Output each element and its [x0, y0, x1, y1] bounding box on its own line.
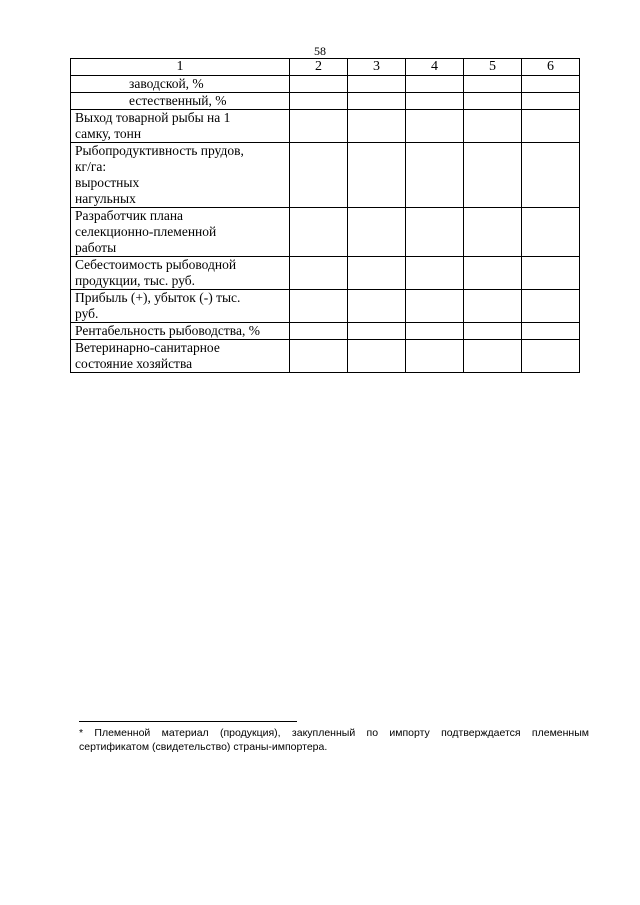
table-row	[71, 340, 580, 373]
page-number: 58	[314, 44, 326, 58]
row-label-cell	[71, 143, 290, 208]
column-header: 2	[290, 59, 348, 76]
empty-value-cell	[464, 257, 522, 290]
empty-value-cell	[464, 208, 522, 257]
empty-value-cell	[290, 93, 348, 110]
empty-value-cell	[290, 143, 348, 208]
row-label-line: Ветеринарно-санитарное	[75, 340, 220, 355]
empty-value-cell	[290, 208, 348, 257]
row-label-cell	[71, 323, 290, 340]
row-label-cell	[71, 76, 290, 93]
empty-value-cell	[522, 340, 580, 373]
row-label-line: Разработчик плана	[75, 208, 184, 223]
column-header: 5	[464, 59, 522, 76]
row-label-cell	[71, 290, 290, 323]
row-label-line: выростных	[75, 175, 140, 190]
empty-value-cell	[464, 323, 522, 340]
empty-value-cell	[406, 110, 464, 143]
row-label-line: состояние хозяйства	[75, 356, 193, 371]
empty-value-cell	[290, 340, 348, 373]
data-table	[70, 58, 580, 373]
row-label-cell	[71, 340, 290, 373]
empty-value-cell	[522, 257, 580, 290]
empty-value-cell	[522, 93, 580, 110]
empty-value-cell	[348, 290, 406, 323]
empty-value-cell	[348, 110, 406, 143]
empty-value-cell	[406, 93, 464, 110]
empty-value-cell	[348, 257, 406, 290]
table-row	[71, 323, 580, 340]
row-label-line: Рыбопродуктивность прудов,	[75, 143, 244, 158]
empty-value-cell	[522, 323, 580, 340]
column-header: 4	[406, 59, 464, 76]
row-label-line: Себестоимость рыбоводной	[75, 257, 237, 272]
empty-value-cell	[522, 290, 580, 323]
empty-value-cell	[464, 110, 522, 143]
empty-value-cell	[464, 290, 522, 323]
column-header: 1	[71, 59, 290, 76]
header-row	[71, 59, 580, 76]
empty-value-cell	[406, 143, 464, 208]
empty-value-cell	[290, 110, 348, 143]
row-label-line: кг/га:	[75, 159, 107, 174]
table-row	[71, 76, 580, 93]
empty-value-cell	[464, 340, 522, 373]
row-label-line: Рентабельность рыбоводства, %	[75, 323, 260, 338]
empty-value-cell	[348, 76, 406, 93]
row-label-line: Прибыль (+), убыток (-) тыс.	[75, 290, 241, 305]
empty-value-cell	[348, 208, 406, 257]
empty-value-cell	[348, 340, 406, 373]
empty-value-cell	[290, 76, 348, 93]
table-row	[71, 208, 580, 257]
row-label-cell	[71, 93, 290, 110]
table-row	[71, 143, 580, 208]
empty-value-cell	[406, 208, 464, 257]
empty-value-cell	[406, 257, 464, 290]
table-row	[71, 110, 580, 143]
empty-value-cell	[348, 93, 406, 110]
row-label-line: самку, тонн	[75, 126, 142, 141]
empty-value-cell	[290, 323, 348, 340]
empty-value-cell	[522, 76, 580, 93]
table-row	[71, 93, 580, 110]
empty-value-cell	[290, 290, 348, 323]
column-header: 3	[348, 59, 406, 76]
row-label-line: заводской, %	[129, 76, 204, 91]
footnote-text: * Племенной материал (продукция), закупленный по импорту подтверждается племенным сертификатом (свидетельство) страны-импортера.	[79, 727, 589, 753]
empty-value-cell	[406, 340, 464, 373]
row-label-line: селекционно-племенной	[75, 224, 217, 239]
column-header: 6	[522, 59, 580, 76]
row-label-line: руб.	[75, 306, 99, 321]
empty-value-cell	[522, 143, 580, 208]
table-row	[71, 257, 580, 290]
empty-value-cell	[348, 143, 406, 208]
empty-value-cell	[348, 323, 406, 340]
empty-value-cell	[406, 323, 464, 340]
row-label-line: естественный, %	[129, 93, 227, 108]
empty-value-cell	[522, 110, 580, 143]
empty-value-cell	[406, 76, 464, 93]
empty-value-cell	[290, 257, 348, 290]
row-label-line: Выход товарной рыбы на 1	[75, 110, 231, 125]
empty-value-cell	[464, 76, 522, 93]
empty-value-cell	[464, 93, 522, 110]
row-label-line: продукции, тыс. руб.	[75, 273, 196, 288]
empty-value-cell	[464, 143, 522, 208]
footnote-divider	[79, 721, 297, 722]
empty-value-cell	[406, 290, 464, 323]
row-label-line: работы	[75, 240, 117, 255]
empty-value-cell	[522, 208, 580, 257]
row-label-cell	[71, 208, 290, 257]
row-label-cell	[71, 110, 290, 143]
row-label-line: нагульных	[75, 191, 136, 206]
row-label-cell	[71, 257, 290, 290]
table-row	[71, 290, 580, 323]
